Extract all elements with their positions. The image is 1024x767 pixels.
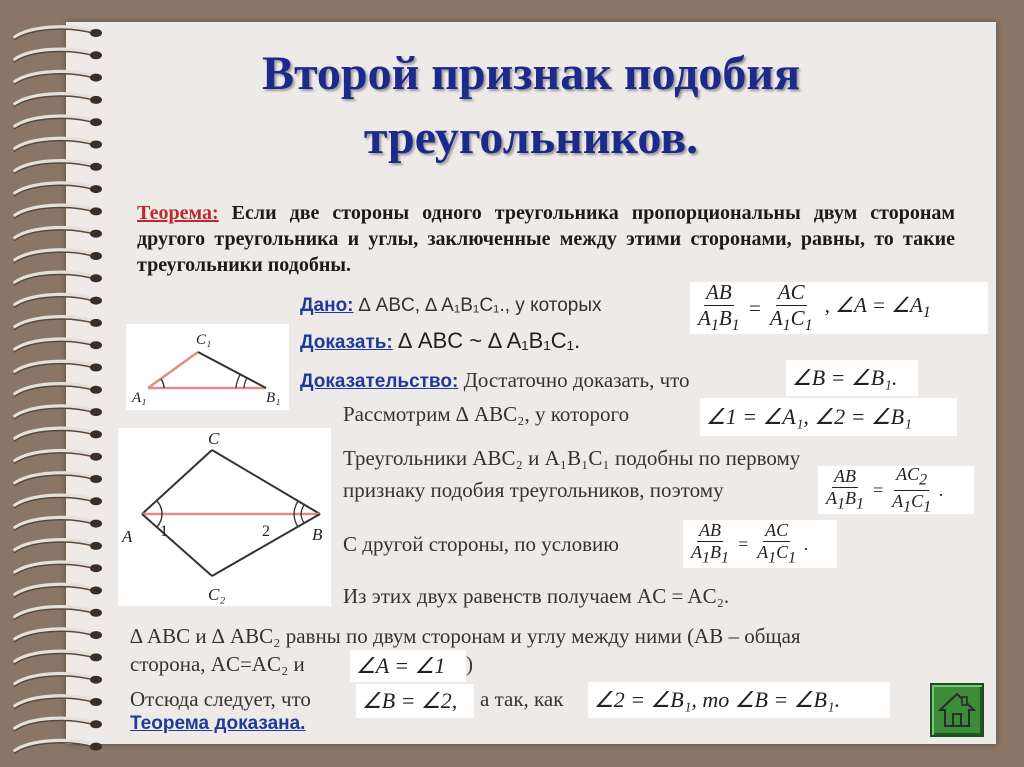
label-angle-2: 2: [262, 523, 270, 540]
angle-arc-b1-1: [236, 375, 240, 388]
angle-arc-b-2: [301, 505, 304, 514]
label-c: C: [208, 429, 220, 448]
home-icon: [932, 685, 982, 735]
spiral-hole: [90, 587, 102, 595]
theorem-block: [137, 200, 955, 278]
spiral-hole: [90, 207, 102, 215]
proof-line: [300, 368, 690, 393]
spiral-hole: [90, 497, 102, 505]
side-cb: [212, 450, 320, 514]
spiral-hole: [90, 274, 102, 282]
spiral-hole: [90, 631, 102, 639]
step1-text: Рассмотрим ∆ ABC₂, у которого: [343, 402, 630, 426]
spiral-hole: [90, 230, 102, 238]
label-a1: A₁: [132, 390, 147, 406]
side-ac: [142, 450, 212, 514]
side-c1b1: [198, 352, 266, 388]
step5-line2a: сторона, AC=AC₂ и: [130, 652, 305, 676]
step3-formula: $\frac{AB}{A_1B_1}$ = $\frac{AC}{A_1C_1}$ .: [683, 520, 837, 568]
label-b: B: [312, 525, 323, 544]
proof-formula: ∠B = ∠B₁.: [786, 360, 918, 396]
label-a: A: [122, 527, 133, 546]
spiral-hole: [90, 341, 102, 349]
spiral-hole: [90, 698, 102, 706]
spiral-hole: [90, 475, 102, 483]
angle-arc-2-2: [301, 514, 304, 523]
theorem-label: Теорема:: [137, 202, 219, 224]
step3-text: С другой стороны, по условию: [343, 532, 619, 556]
spiral-hole: [90, 542, 102, 550]
spiral-hole: [90, 319, 102, 327]
conclusion-text: Теорема доказана.: [130, 713, 306, 734]
prove-label: Доказать:: [300, 332, 393, 353]
label-angle-1: 1: [160, 523, 168, 540]
proof-text: Достаточно доказать, что: [463, 368, 690, 392]
angle-arc-2-1: [294, 514, 298, 527]
spiral-hole: [90, 297, 102, 305]
spiral-hole: [90, 720, 102, 728]
spiral-hole: [90, 676, 102, 684]
step2-line2: признаку подобия треугольников, поэтому: [343, 478, 724, 502]
spiral-hole: [90, 252, 102, 260]
step6-text-a: Отсюда следует, что: [130, 687, 311, 711]
spiral-hole: [90, 185, 102, 193]
spiral-hole: [90, 743, 102, 751]
spiral-hole: [90, 564, 102, 572]
spiral-hole: [90, 408, 102, 416]
given-formula: $\frac{AB}{A_1B_1}$ = $\frac{AC}{A_1C_1}$ , ∠A = $\angle A_1$: [690, 282, 988, 334]
angle-arc-a1: [161, 379, 164, 388]
step6-formula2: ∠2 = ∠B₁, то ∠B = ∠B₁.: [588, 682, 890, 718]
step6-text-b: а так, как: [480, 687, 564, 711]
side-ac2: [142, 514, 212, 576]
spiral-hole: [90, 653, 102, 661]
step1-formula: ∠1 = ∠A₁, ∠2 = ∠B₁: [700, 398, 957, 436]
spiral-hole: [90, 453, 102, 461]
spiral-hole: [90, 386, 102, 394]
spiral-hole: [90, 29, 102, 37]
figure-quadrilateral: [118, 428, 331, 606]
side-a1c1: [148, 352, 198, 388]
theorem-text: Если две стороны одного треугольника пропорциональны двум сторонам другого треугольника и углы, заключенные между этими сторонами, равны, то такие треугольники подобны.: [137, 202, 955, 276]
figure-triangle-a1b1c1: [126, 324, 289, 410]
step5-line1: ∆ ABC и ∆ ABC₂ равны по двум сторонам и углу между ними (AB – общая: [130, 624, 801, 648]
angle-arc-b-1: [294, 501, 298, 514]
page-title: Второй признак подобия треугольников.: [261, 47, 801, 164]
step2-line1: Треугольники ABC₂ и A₁B₁C₁ подобны по первому: [343, 446, 801, 470]
given-label: Дано:: [300, 295, 354, 316]
spiral-hole: [90, 520, 102, 528]
given-line: [300, 292, 602, 317]
angle-arc-b1-2: [244, 378, 247, 388]
step6-formula1: ∠B = ∠2,: [356, 684, 474, 718]
step2-formula: $\frac{AB}{A_1B_1}$ = $\frac{AC_2}{A_1C_1}$ .: [818, 466, 974, 514]
step4-text: Из этих двух равенств получаем AC = AC₂.: [343, 584, 730, 608]
label-b1: B₁: [266, 390, 281, 406]
prove-line: [300, 328, 580, 354]
given-text: ∆ ABC, ∆ A₁B₁C₁., у которых: [358, 295, 602, 316]
angle-arc-a: [157, 501, 162, 514]
prove-text: ∆ ABC ~ ∆ A₁B₁C₁.: [398, 328, 581, 353]
label-c2: C₂: [208, 585, 226, 604]
step5-formula: ∠A = ∠1: [350, 650, 466, 682]
spiral-hole: [90, 609, 102, 617]
proof-label: Доказательство:: [300, 371, 459, 392]
label-c1: C₁: [196, 332, 212, 348]
step5-line2b: ): [466, 652, 473, 676]
spiral-hole: [90, 430, 102, 438]
spiral-hole: [90, 364, 102, 372]
home-button[interactable]: [930, 683, 984, 737]
